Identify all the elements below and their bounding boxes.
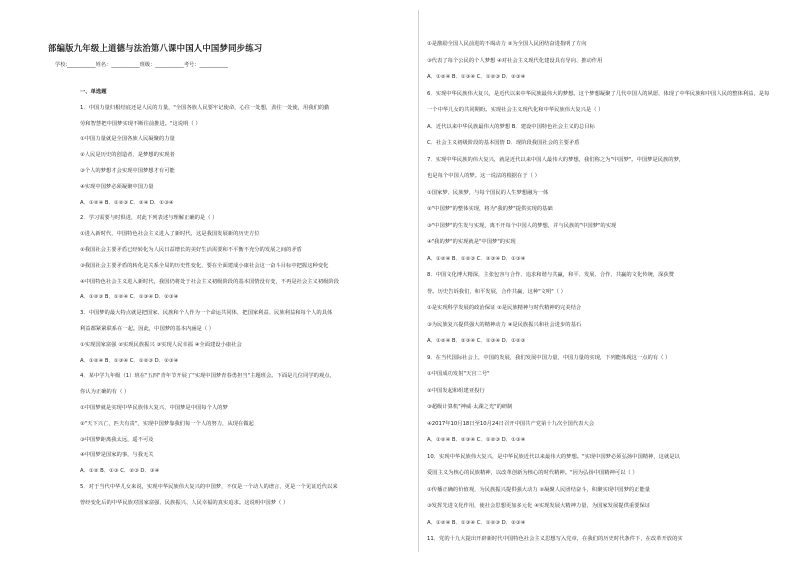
column-divider: [418, 10, 419, 552]
left-line: 1．中国力量归根结底还是人民的力量，"全国各族人民要牢记使命，心往一处想，劲往一处使，用我们的勤: [80, 104, 330, 111]
left-line: A．①②④ B．①③④ C．①②③ D．②③④: [80, 357, 179, 364]
right-line: 7．实现中华民族的伟大复兴，就是近代以来中国人最伟大的梦想，我们称之为"中国梦"。中国梦是民族的梦，: [427, 156, 685, 163]
left-line: 2．学习需要与时俱进，对此下列表述与理解正确的是（ ）: [80, 215, 218, 222]
right-line: A．近代以来中华民族最伟大的梦想 B．建设中国特色社会主义的总目标: [427, 123, 595, 130]
left-line: A．①②③ B．①②④ C．①③④ D．②③④: [80, 294, 179, 301]
right-line: ②中国发起和组建亚投行: [427, 387, 485, 394]
right-line: ③"中国梦"的生发与实现，离不开每个中国人的梦想，并与民族的"中国梦"的实现: [427, 222, 617, 229]
left-line: ②人民是历史的创造者，是梦想的实现者: [80, 152, 175, 159]
right-line: 8．中国文化博大精深，主张包容与合作、追求和谐与共赢，和平、发展、合作、共赢的文化传统，深获赞: [427, 272, 675, 278]
right-line: ③为民族复兴提供强大的精神动力 ④是民族振兴和社会进步的基石: [427, 321, 582, 328]
left-line: ①实现国家富强 ②实现民族振兴 ③实现人民幸福 ④全面建设小康社会: [80, 341, 242, 348]
left-line: 你认为正确的有（ ）: [80, 389, 130, 396]
left-line: ②"天下兴亡，匹夫有责"，实现中国梦靠我们每一个人的努力，从现在做起: [80, 420, 254, 427]
right-line: ①传播正确的价值观，为民族振兴提供强大动力 ②凝聚人民团结奋斗，积聚实现中国梦的正能量: [427, 486, 651, 493]
right-line: ①中国成功发射"天宫二号": [427, 371, 490, 377]
page-title: 部编版九年级上道德与法治第八课中国人中国梦同步练习: [48, 43, 263, 53]
right-line: A．①②④ B．①③④ C．①②③ D．②③④: [427, 519, 526, 526]
right-line: ④2017年10月18日至10月24日召开中国共产党第十九次全国代表大会: [427, 420, 595, 427]
left-line: A．①②④ B．①②③ C．②④ D．①③④: [80, 199, 174, 206]
left-line: 一、单选题: [80, 89, 107, 95]
right-line: ④"我的梦"的实现就是"中国梦"的实现: [427, 239, 516, 245]
right-line: ①国家梦、民族梦，与每个国民的人生梦想融为一体: [427, 189, 549, 196]
right-line: 也是每个中国人的梦。这一说法的根据在于（ ）: [427, 173, 540, 179]
left-line: ①进入新时代，中国特色社会主义进入了新时代，这是我国发展新的历史方位: [80, 231, 260, 238]
right-line: ③发挥先进文化作用，使社会思想更加多元化 ④实现发展大精神力量，为国家发展提供重要保证: [427, 503, 651, 509]
left-line: ③中国梦距离我太远，遥不可及: [80, 436, 154, 443]
right-line: 10．实现中华民族伟大复兴，是中华民族近代以来最伟大的梦想。"实现中国梦必须弘扬中国精神，这就是以: [427, 453, 680, 460]
right-line: A．①②④ B．①③④ C．①②③ D．②③④: [427, 74, 526, 80]
left-line: 3．中国梦的最大特点就是把国家、民族和个人作为一个命运共同体，把国家利益、民族利益和每个人的具体: [80, 310, 333, 317]
left-line: 曾经变化后的中华民族对国家富强、民族振兴、人民幸福的真实追求。这说明中国梦（ ）: [80, 499, 289, 506]
left-line: ①中国梦就是实现中华民族伟大复兴，中国梦是中国每个人的梦: [80, 405, 228, 411]
right-line: 11．党的十九大提出开辟新时代中国特色社会主义思想写入党章，在我们的历史时代条件下，在改革开放的实: [427, 536, 683, 542]
left-line: ②我国社会主要矛盾已经转化为人民日益增长的美好生活需要和不平衡不充分的发展之间的矛盾: [80, 247, 302, 253]
right-line: ③代表了每个公民的个人梦想 ④对社会主义现代化建设具有导向、推动作用: [427, 57, 603, 64]
student-info-line: 学校:___________姓名：___________班级：___________考号：___________: [55, 62, 228, 68]
right-line: ②"中国梦"的整体实现，将为"我的梦"提供实现的基础: [427, 206, 553, 212]
right-line: C．社会主义初级阶段的基本国情 D．现阶段我国社会的主要矛盾: [427, 140, 580, 146]
right-line: 9．在当代国际社会上，中国的发展，我们发展中国力量，中国力量的实现，下列能体现这一点的有（ ）: [427, 354, 671, 361]
right-line: A．①②④ B．②③④ C．①②③ D．①③④: [427, 437, 526, 443]
left-line: ④实现中国梦必须凝聚中国力量: [80, 183, 154, 190]
right-line: 6．实现中华民族伟大复兴，是近代以来中华民族最伟大的梦想。这个梦想凝聚了几代中国人的夙愿，体现了中华民族和中国人民的整体利益，是每: [427, 90, 770, 97]
right-line: ①是激励全国人民前进的不竭动力 ②为全国人民团结奋进指明了方向: [427, 41, 587, 47]
left-line: ③我国社会主要矛盾的转化是关系全局的历史性变化，要在全面建成小康社会这一奋斗目标中把握这种变化: [80, 262, 329, 269]
right-line: ①是实现科学发展的政治保证 ②是民族精神与时代精神的完美结合: [427, 305, 582, 311]
right-line: A．①②④ B．①②③ C．②③④ D．①③④: [427, 255, 526, 262]
left-line: 4．某中学九年级（1）班在"五四"青年节开展了"实现中国梦青春勇担当"主题班会。下面是几位同学的观点，: [80, 373, 335, 380]
left-line: ③个人的梦想才会实现中国梦想才有可能: [80, 168, 175, 174]
right-line: ③超级计算机"神威·太湖之光"的研制: [427, 404, 513, 410]
right-line: 誉。历史告诉我们，和平发展，合作共赢，这种"文明"（ ）: [427, 288, 566, 295]
left-line: 利益都紧紧联系在一起。因此，中国梦的基本内涵是（ ）: [80, 326, 215, 332]
left-line: 劳和智慧把中国梦实现不断往前推进。"这说明（ ）: [80, 120, 201, 127]
left-line: ④中国梦是国家的事，与我无关: [80, 452, 154, 459]
left-line: A．①② B．①③ C．②③ D．③④: [80, 468, 160, 475]
left-line: 5．对于当代中华儿女来说，实现中华民族伟大复兴的中国梦，不仅是一个动人的谱言，更是一个见证近代以来: [80, 484, 338, 490]
right-line: 爱国主义为核心的民族精神，以改革创新为核心的时代精神。"因为弘扬中国精神可以（ ）: [427, 470, 638, 476]
right-line: A．①②④ B．②③④ C．①③④ D．①②③: [427, 338, 526, 344]
right-line: 一个中华儿女的共同期盼。实现社会主义现代化和中华民族伟大复兴是（ ）: [427, 107, 604, 113]
left-line: ④中国特色社会主义进入新时代，我国仍将处于社会主义初级阶段的基本国情没有变，不再是社会主义初级阶段: [80, 278, 340, 285]
left-line: ①中国力量就是全国各族人民凝聚的力量: [80, 136, 175, 143]
